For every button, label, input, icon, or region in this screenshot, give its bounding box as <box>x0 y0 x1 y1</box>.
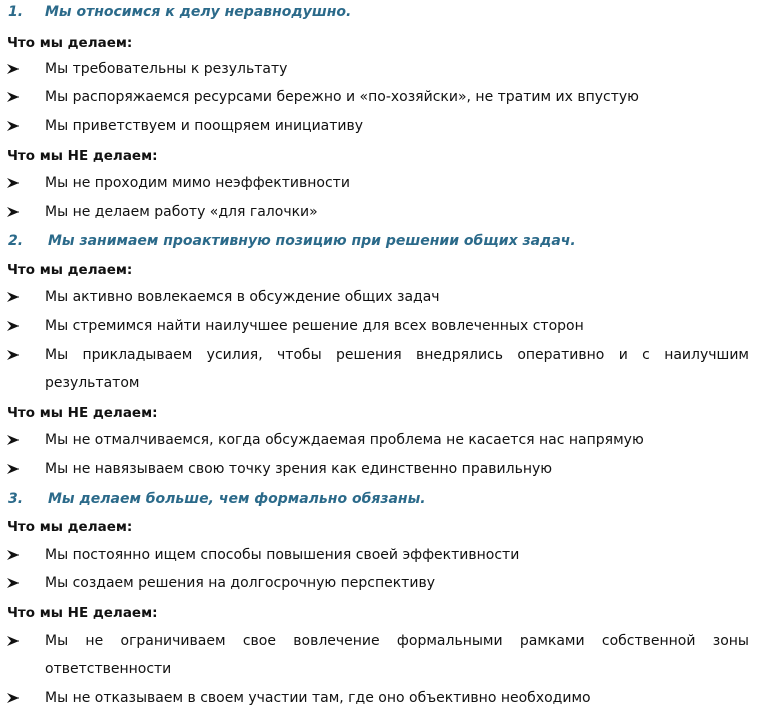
do-label: Что мы делаем: <box>7 35 133 51</box>
list-item-text: Мы не отказываем в своем участии там, где оно объективно необходимо <box>45 690 591 706</box>
list-item-text: Мы приветствуем и поощряем инициативу <box>45 118 364 134</box>
list-item-text: Мы постоянно ищем способы повышения своей эффективности <box>45 547 520 563</box>
do-label: Что мы делаем: <box>7 519 133 535</box>
section-title: Мы делаем больше, чем формально обязаны. <box>48 491 426 507</box>
list-item-text: Мы прикладываем усилия, чтобы решения внедрялись оперативно и с наилучшим <box>45 347 749 363</box>
arrow-bullet-icon <box>6 205 20 219</box>
arrow-bullet-icon <box>6 62 20 76</box>
arrow-bullet-icon <box>6 119 20 133</box>
arrow-bullet-icon <box>6 548 20 562</box>
arrow-bullet-icon <box>6 176 20 190</box>
list-item-text: Мы не навязываем свою точку зрения как единственно правильную <box>45 461 553 477</box>
arrow-bullet-icon <box>6 462 20 476</box>
list-item-text: Мы распоряжаемся ресурсами бережно и «по-хозяйски», не тратим их впустую <box>45 89 639 105</box>
list-item-text: Мы требовательны к результату <box>45 61 288 77</box>
do-label: Что мы делаем: <box>7 262 133 278</box>
arrow-bullet-icon <box>6 90 20 104</box>
section-number: 1. <box>8 4 24 20</box>
list-item-text: Мы не ограничиваем свое вовлечение формальными рамками собственной зоны <box>45 633 749 649</box>
section-number: 2. <box>8 233 24 249</box>
list-item-text: Мы активно вовлекаемся в обсуждение общих задач <box>45 289 440 305</box>
list-item-text: ответственности <box>45 661 172 677</box>
arrow-bullet-icon <box>6 290 20 304</box>
section-title: Мы занимаем проактивную позицию при решении общих задач. <box>48 233 576 249</box>
arrow-bullet-icon <box>6 691 20 705</box>
arrow-bullet-icon <box>6 348 20 362</box>
list-item-text: Мы стремимся найти наилучшее решение для всех вовлеченных сторон <box>45 318 584 334</box>
list-item-text: результатом <box>45 375 140 391</box>
arrow-bullet-icon <box>6 576 20 590</box>
arrow-bullet-icon <box>6 634 20 648</box>
arrow-bullet-icon <box>6 319 20 333</box>
dont-label: Что мы НЕ делаем: <box>7 148 158 164</box>
dont-label: Что мы НЕ делаем: <box>7 605 158 621</box>
list-item-text: Мы не проходим мимо неэффективности <box>45 175 350 191</box>
arrow-bullet-icon <box>6 433 20 447</box>
list-item-text: Мы не отмалчиваемся, когда обсуждаемая проблема не касается нас напрямую <box>45 432 644 448</box>
list-item-text: Мы создаем решения на долгосрочную перспективу <box>45 575 435 591</box>
section-number: 3. <box>8 491 24 507</box>
section-title: Мы относимся к делу неравнодушно. <box>45 4 352 20</box>
dont-label: Что мы НЕ делаем: <box>7 405 158 421</box>
list-item-text: Мы не делаем работу «для галочки» <box>45 204 318 220</box>
